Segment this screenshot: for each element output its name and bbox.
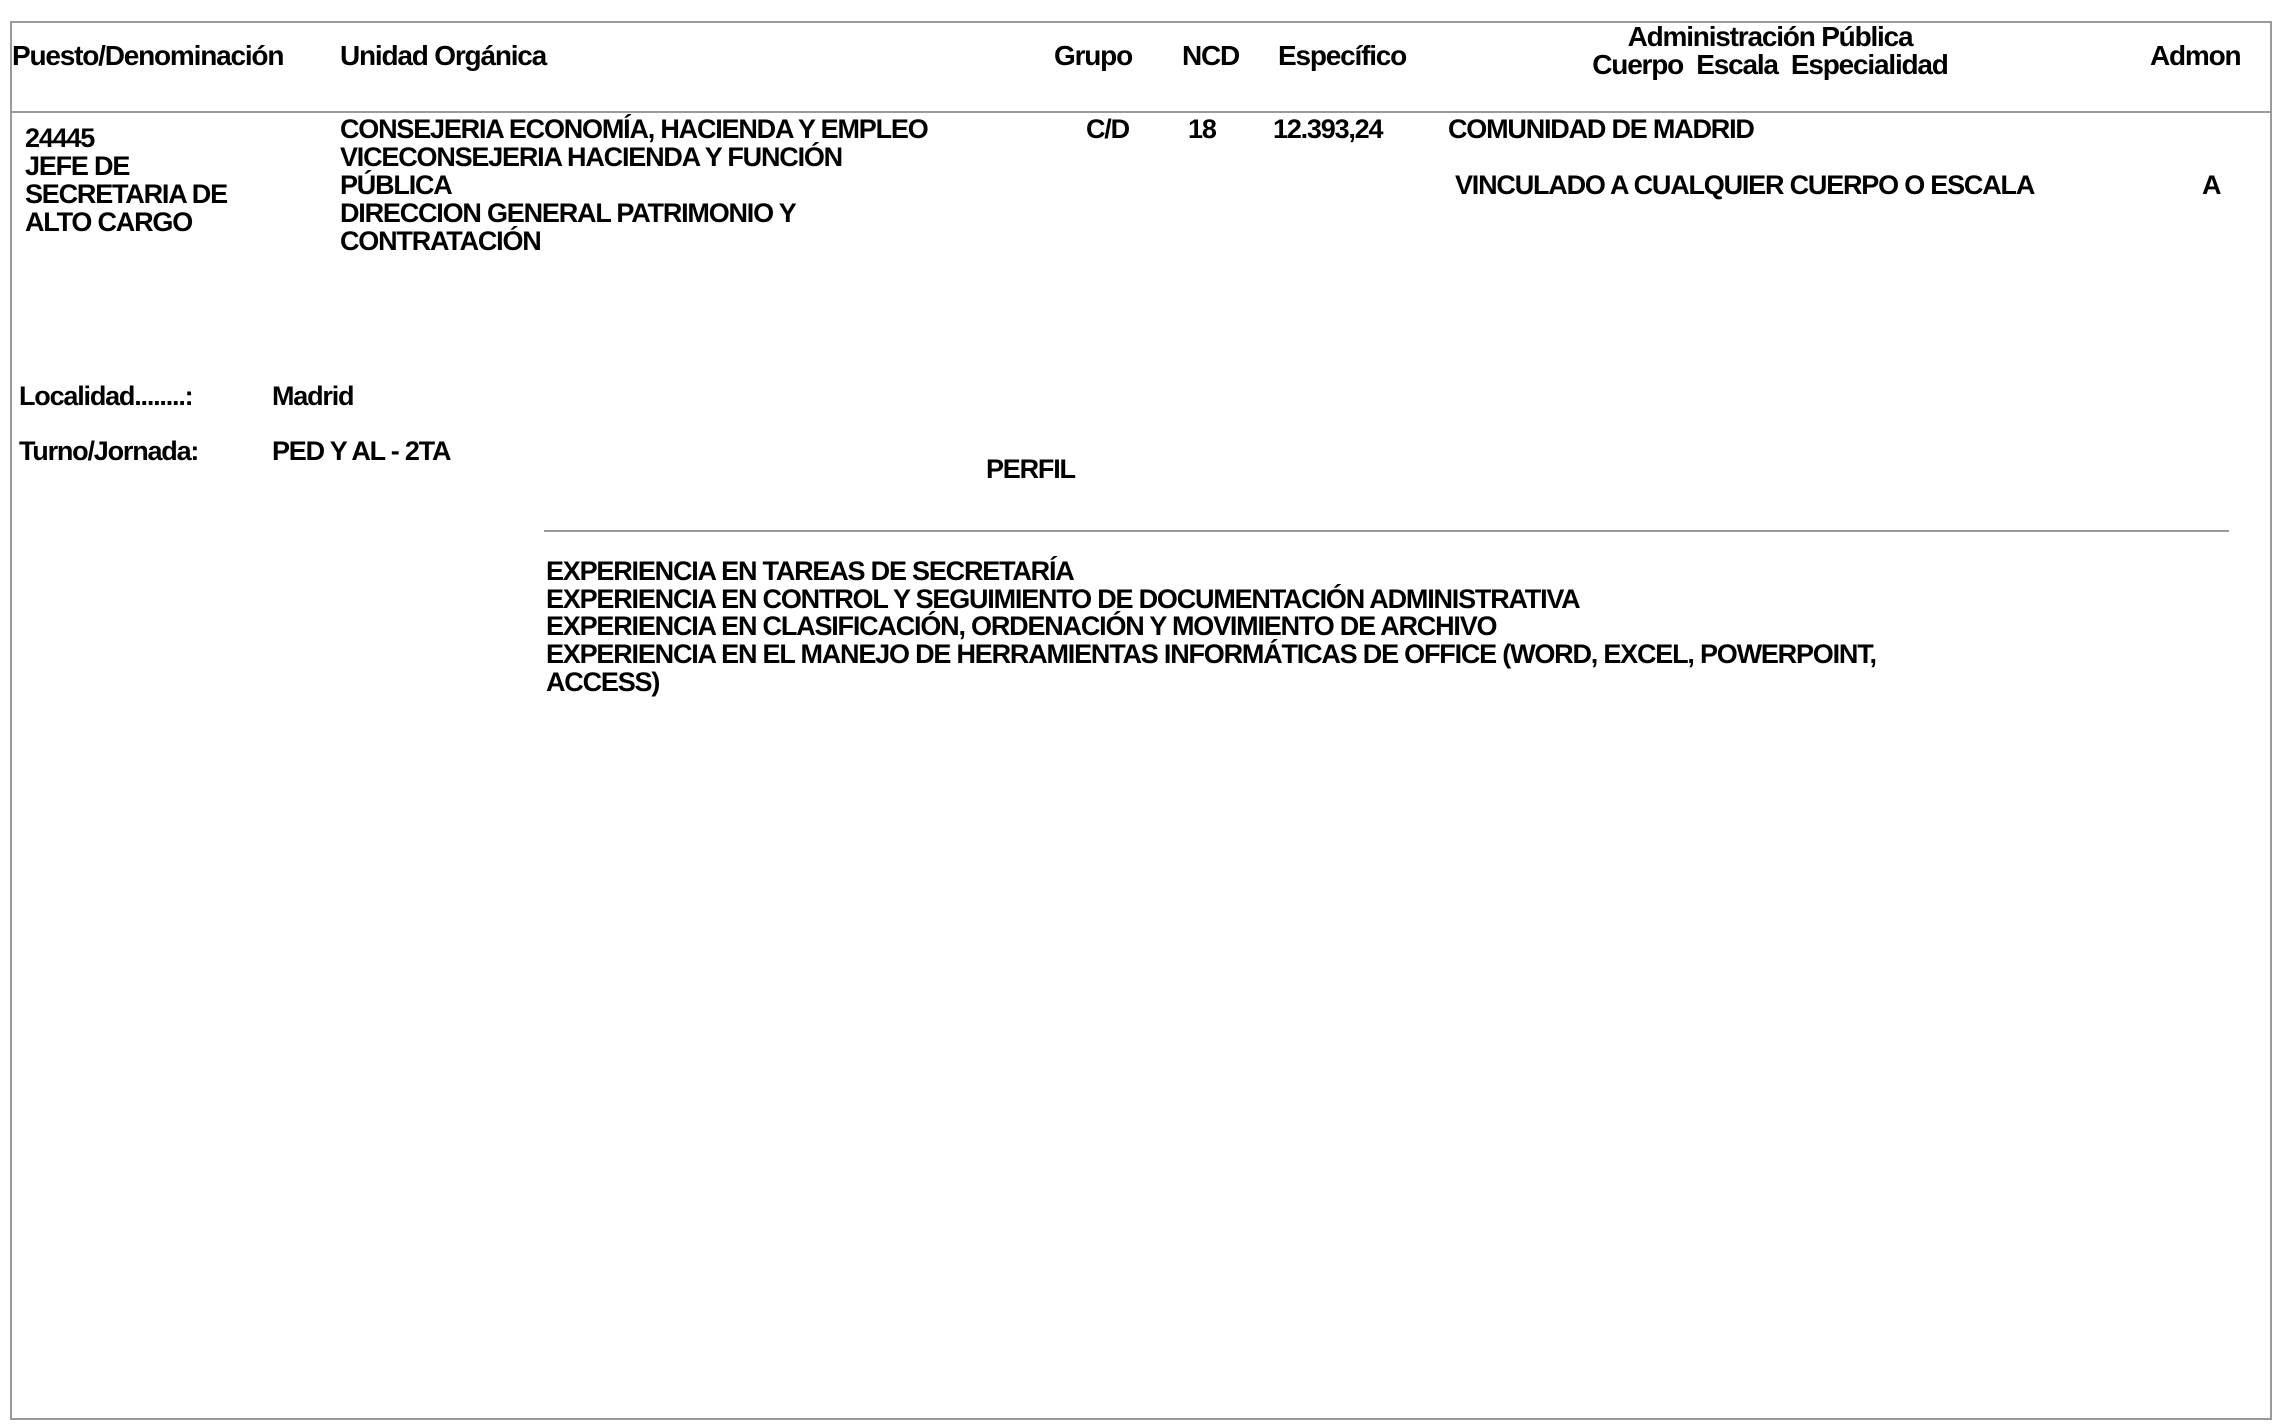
perfil-item: ACCESS) [546, 667, 660, 697]
perfil-divider [544, 530, 2229, 532]
header-divider [10, 111, 2272, 113]
record-administracion: COMUNIDAD DE MADRID [1448, 114, 1754, 144]
header-especifico: Específico [1278, 40, 1407, 71]
header-admon: Admon [2150, 40, 2241, 71]
localidad-value: Madrid [272, 381, 354, 411]
header-grupo: Grupo [1054, 40, 1132, 71]
unidad-line: CONSEJERIA ECONOMÍA, HACIENDA Y EMPLEO [340, 114, 928, 144]
perfil-item: EXPERIENCIA EN TAREAS DE SECRETARÍA [546, 556, 1074, 586]
header-cuerpo-escala-especialidad: Cuerpo Escala Especialidad [1592, 49, 1948, 80]
unidad-line: VICECONSEJERIA HACIENDA Y FUNCIÓN [340, 142, 842, 172]
record-admon: A [2202, 170, 2221, 200]
turno-label: Turno/Jornada: [19, 436, 199, 466]
turno-value: PED Y AL - 2TA [272, 436, 451, 466]
record-denominacion: JEFE DE SECRETARIA DE ALTO CARGO [25, 151, 227, 237]
perfil-item: EXPERIENCIA EN EL MANEJO DE HERRAMIENTAS INFORMÁTICAS DE OFFICE (WORD, EXCEL, POWERPOINT, [546, 639, 1876, 669]
record-grupo: C/D [1086, 114, 1129, 144]
unidad-line: CONTRATACIÓN [340, 226, 541, 256]
unidad-line: PÚBLICA [340, 170, 452, 200]
header-ncd: NCD [1182, 40, 1240, 71]
record-ncd: 18 [1188, 114, 1216, 144]
record-codigo: 24445 [25, 123, 95, 153]
perfil-item: EXPERIENCIA EN CONTROL Y SEGUIMIENTO DE DOCUMENTACIÓN ADMINISTRATIVA [546, 584, 1580, 614]
header-unidad: Unidad Orgánica [340, 40, 547, 71]
header-puesto: Puesto/Denominación [12, 40, 284, 71]
record-cuerpo: VINCULADO A CUALQUIER CUERPO O ESCALA [1455, 170, 2035, 200]
unidad-line: DIRECCION GENERAL PATRIMONIO Y [340, 198, 796, 228]
record-especifico: 12.393,24 [1273, 114, 1383, 144]
header-administracion-publica: Administración Pública [1627, 21, 1913, 52]
perfil-item: EXPERIENCIA EN CLASIFICACIÓN, ORDENACIÓN Y MOVIMIENTO DE ARCHIVO [546, 611, 1497, 641]
perfil-title: PERFIL [986, 454, 1075, 484]
localidad-label: Localidad........: [19, 381, 193, 411]
